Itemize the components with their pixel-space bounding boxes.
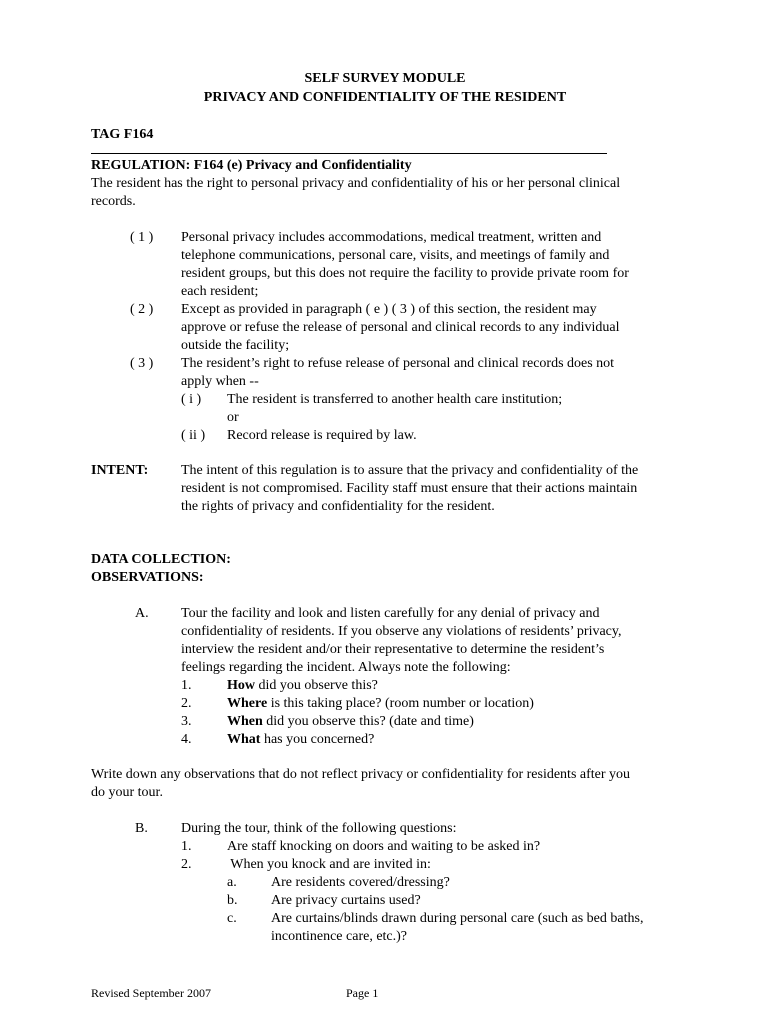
sublist-letter: b. (227, 893, 238, 908)
sublist-letter: a. (227, 875, 237, 890)
section-a-line: feelings regarding the incident. Always note the following: (181, 660, 511, 675)
write-down-line: do your tour. (91, 785, 163, 800)
regulation-intro-line-1: The resident has the right to personal privacy and confidentiality of his or her personal clinical (91, 176, 621, 191)
sublist-letter: c. (227, 911, 237, 926)
list-number: 1. (181, 678, 192, 693)
subitem-text: Record release is required by law. (227, 428, 417, 443)
list-item: Where is this taking place? (room number or location) (227, 696, 534, 711)
data-collection-heading: DATA COLLECTION: (91, 552, 231, 567)
section-a-line: interview the resident and/or their representative to determine the resident’s (181, 642, 605, 657)
section-b-intro: During the tour, think of the following questions: (181, 821, 457, 836)
subitem-text: The resident is transferred to another health care institution; (227, 392, 563, 407)
regulation-heading: REGULATION: F164 (e) Privacy and Confidentiality (91, 158, 412, 173)
regulation-item-2-line: outside the facility; (181, 338, 290, 353)
section-a-line: confidentiality of residents. If you observe any violations of residents’ privacy, (181, 624, 622, 639)
list-number: 1. (181, 839, 192, 854)
list-item: When did you observe this? (date and time) (227, 714, 474, 729)
regulation-item-1-line: resident groups, but this does not require the facility to provide private room for (181, 266, 629, 281)
subitem-number: ( i ) (181, 392, 202, 407)
regulation-item-number: ( 3 ) (130, 356, 154, 371)
sublist-item: Are privacy curtains used? (271, 893, 421, 908)
list-item: How did you observe this? (227, 678, 378, 693)
regulation-item-1-line: Personal privacy includes accommodations, medical treatment, written and (181, 230, 602, 245)
regulation-item-2-line: Except as provided in paragraph ( e ) ( 3 ) of this section, the resident may (181, 302, 597, 317)
divider-rule (91, 153, 607, 154)
footer-page-number: Page 1 (346, 986, 379, 1000)
regulation-intro-line-2: records. (91, 194, 136, 209)
sublist-item: Are curtains/blinds drawn during personal care (such as bed baths, (271, 911, 644, 926)
sublist-item: Are residents covered/dressing? (271, 875, 450, 890)
section-a-line: Tour the facility and look and listen carefully for any denial of privacy and (181, 606, 600, 621)
list-item: Are staff knocking on doors and waiting to be asked in? (227, 839, 541, 854)
list-number: 4. (181, 732, 192, 747)
regulation-item-number: ( 1 ) (130, 230, 154, 245)
section-a-letter: A. (135, 606, 149, 621)
regulation-item-2-line: approve or refuse the release of personal and clinical records to any individual (181, 320, 620, 335)
regulation-item-1-line: each resident; (181, 284, 259, 299)
intent-label: INTENT: (91, 463, 149, 478)
subitem-or: or (227, 410, 239, 425)
intent-line: the rights of privacy and confidentiality for the resident. (181, 499, 495, 514)
intent-line: The intent of this regulation is to assure that the privacy and confidentiality of the (181, 463, 639, 478)
intent-line: resident is not compromised. Facility staff must ensure that their actions maintain (181, 481, 638, 496)
regulation-item-3-line: The resident’s right to refuse release of personal and clinical records does not (181, 356, 615, 371)
list-number: 3. (181, 714, 192, 729)
regulation-item-number: ( 2 ) (130, 302, 154, 317)
document-subtitle: PRIVACY AND CONFIDENTIALITY OF THE RESIDENT (203, 90, 567, 105)
list-number: 2. (181, 857, 192, 872)
list-number: 2. (181, 696, 192, 711)
section-b-letter: B. (135, 821, 148, 836)
document-title: SELF SURVEY MODULE (304, 71, 466, 86)
footer-revised: Revised September 2007 (91, 986, 211, 1000)
list-item: When you knock and are invited in: (227, 857, 431, 872)
write-down-line: Write down any observations that do not reflect privacy or confidentiality for residents after you (91, 767, 631, 782)
sublist-item: incontinence care, etc.)? (271, 929, 408, 944)
list-item: What has you concerned? (227, 732, 375, 747)
regulation-item-3-line: apply when -- (181, 374, 259, 389)
tag-label: TAG F164 (91, 127, 154, 142)
subitem-number: ( ii ) (181, 428, 206, 443)
observations-heading: OBSERVATIONS: (91, 570, 204, 585)
regulation-item-1-line: telephone communications, personal care, visits, and meetings of family and (181, 248, 610, 263)
